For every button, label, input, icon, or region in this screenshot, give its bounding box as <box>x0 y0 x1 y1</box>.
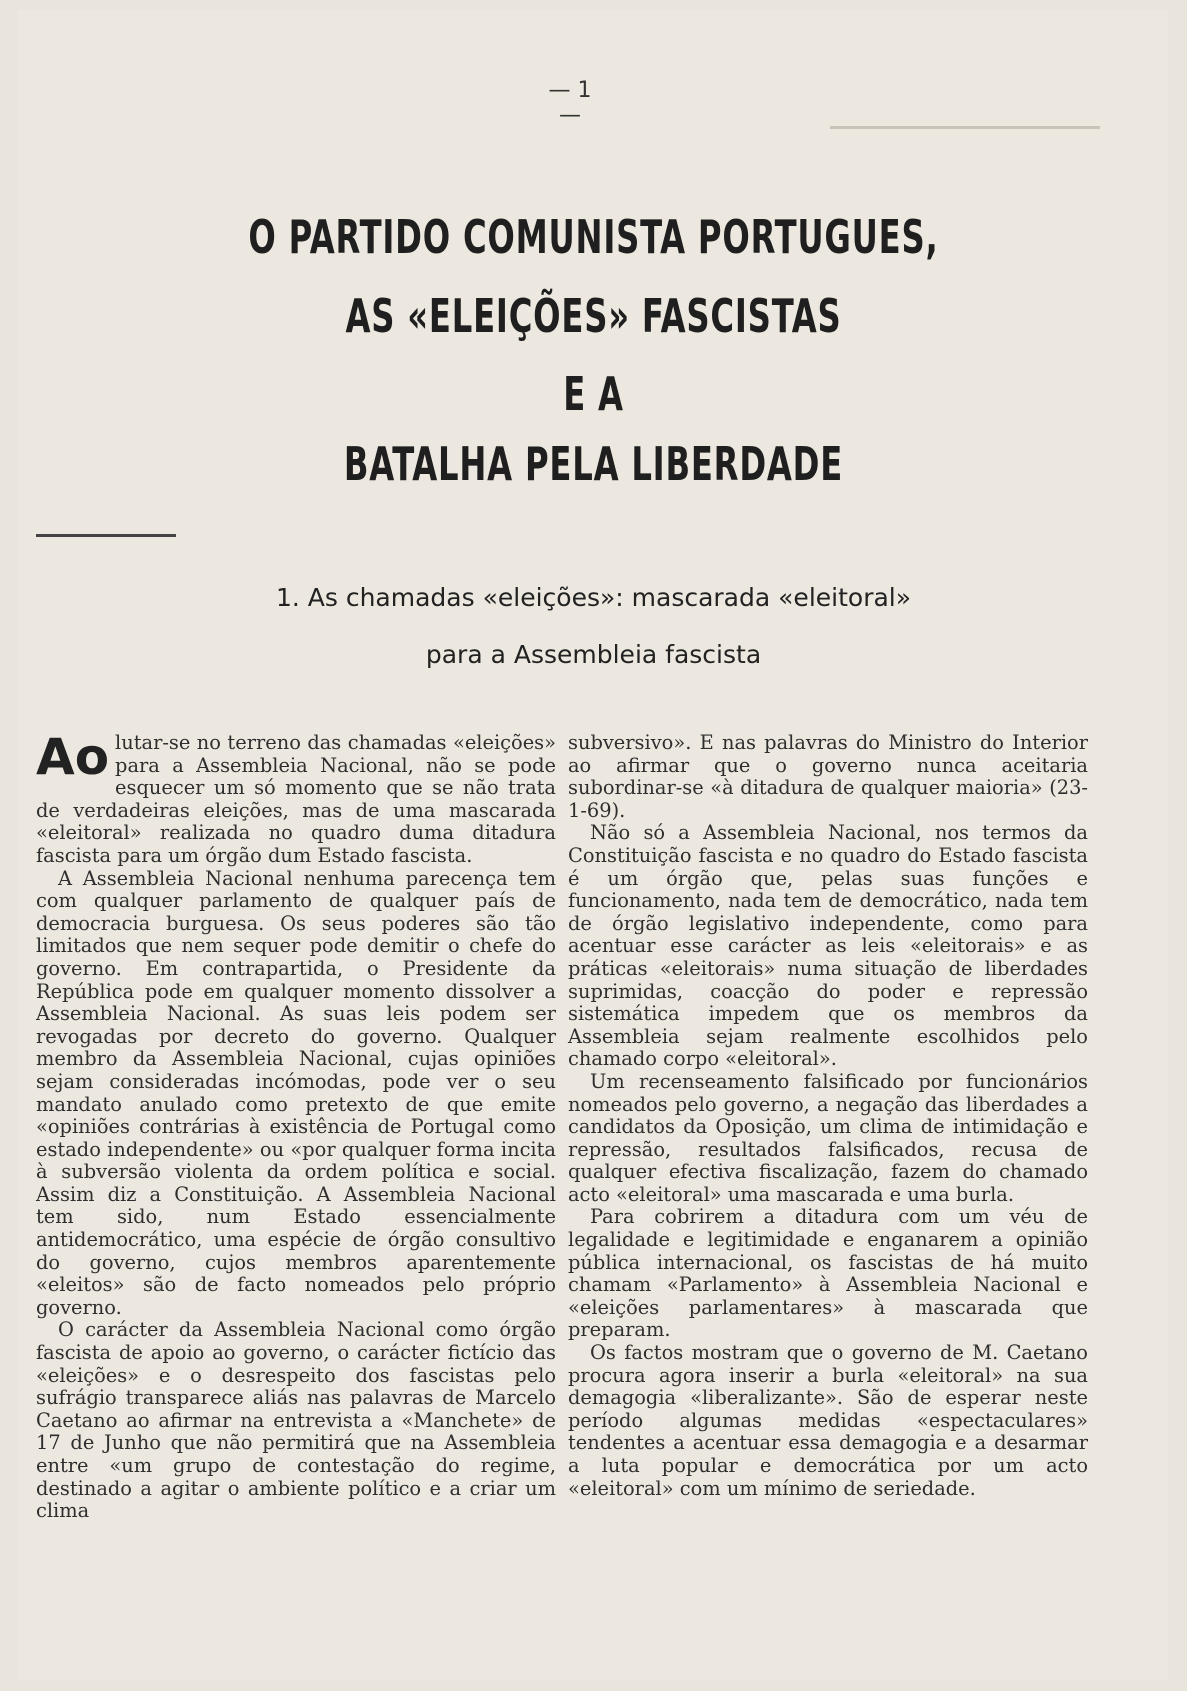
section-divider <box>36 534 176 537</box>
left-paragraph-1 <box>36 728 556 868</box>
left-column <box>36 728 556 1523</box>
right-paragraph-3: Um recenseamento falsificado por funcionários nomeados pelo governo, a negação das liberdades a candidatos da Oposição, um clima de intimidação e repressão, resultados falsificados, recusa de qualquer efectiva fiscalização, fazem do chamado acto «eleitoral» uma mascarada e uma burla. <box>568 1069 1088 1206</box>
right-paragraph-1: subversivo». E nas palavras do Ministro do Interior ao afirmar que o governo nunca aceitaria subordinar-se «à ditadura de qualquer maioria» (23-1-69). <box>568 731 1088 822</box>
bleed-through-mark <box>830 126 1100 129</box>
right-column <box>568 732 1088 1500</box>
headline-line-2: AS «ELEIÇÕES» FASCISTAS <box>345 289 842 343</box>
page-number: — 1 — <box>548 78 592 128</box>
right-paragraph-5: Os factos mostram que o governo de M. Caetano procura agora inserir a burla «eleitoral» na sua demagogia «liberalizante». São de esperar neste período algumas medidas «espectaculares» tendentes a acentuar essa demagogia e a desarmar a luta popular e democrática por um acto «eleitoral» com um mínimo de seriedade. <box>568 1341 1088 1500</box>
drop-cap: Ao <box>36 728 110 786</box>
left-paragraph-3: O carácter da Assembleia Nacional como órgão fascista de apoio ao governo, o carácter fictício das «eleições» e o desrespeito dos fascistas pelo sufrágio transparece aliás nas palavras de Marcelo Caetano ao afirmar na entrevista a «Manchete» de 17 de Junho que não permitirá que na Assembleia entre «um grupo de contestação do regime, destinado a agitar o ambiente político e a criar um clima <box>36 1318 556 1523</box>
right-paragraph-4: Para cobrirem a ditadura com um véu de legalidade e legitimidade e enganarem a opinião pública internacional, os fascistas de há muito chamam «Parlamento» à Assembleia Nacional e «eleições parlamentares» à mascarada que preparam. <box>568 1205 1088 1342</box>
headline-line-3: E A <box>563 367 624 421</box>
left-paragraph-2: A Assembleia Nacional nenhuma parecença tem com qualquer parlamento de qualquer país de democracia burguesa. Os seus poderes são tão limitados que nem sequer pode demitir o chefe do governo. Em contrapartida, o Presidente da República pode em qualquer momento dissolver a Assembleia Nacional. As suas leis podem ser revogadas por decreto do governo. Qualquer membro da Assembleia Nacional, cujas opiniões sejam consideradas incómodas, pode ver o seu mandato anulado como pretexto de que emite «opiniões contrárias à existência de Portugal como estado independente» ou «por qualquer forma incita à subversão violenta da ordem política e social. Assim diz a Constituição. A Assembleia Nacional tem sido, num Estado essencialmente antidemocrático, uma espécie de órgão consultivo do governo, cujos membros aparentemente «eleitos» são de facto nomeados pelo próprio governo. <box>36 866 556 1319</box>
section-subtitle: para a Assembleia fascista <box>425 640 762 669</box>
left-paragraph-1-text: lutar-se no terreno das chamadas «eleições» para a Assembleia Nacional, não se pode esquecer um só momento que se não trata de verdadeiras eleições, mas de uma mascarada «eleitoral» realizada no quadro duma ditadura fascista para um órgão dum Estado fascista. <box>36 731 556 867</box>
section-title: 1. As chamadas «eleições»: mascarada «eleitoral» <box>275 583 912 612</box>
headline-line-1: O PARTIDO COMUNISTA PORTUGUES, <box>248 210 939 264</box>
right-paragraph-2: Não só a Assembleia Nacional, nos termos da Constituição fascista e no quadro do Estado fascista é um órgão que, pelas suas funções e funcionamento, nada tem de democrático, nada tem de órgão legislativo independente, como para acentuar esse carácter as leis «eleitorais» e as práticas «eleitorais» numa situação de liberdades suprimidas, coacção do poder e repressão sistemática impedem que os membros da Assembleia sejam realmente escolhidos pelo chamado corpo «eleitoral». <box>568 821 1088 1071</box>
headline-line-4: BATALHA PELA LIBERDADE <box>343 437 844 491</box>
